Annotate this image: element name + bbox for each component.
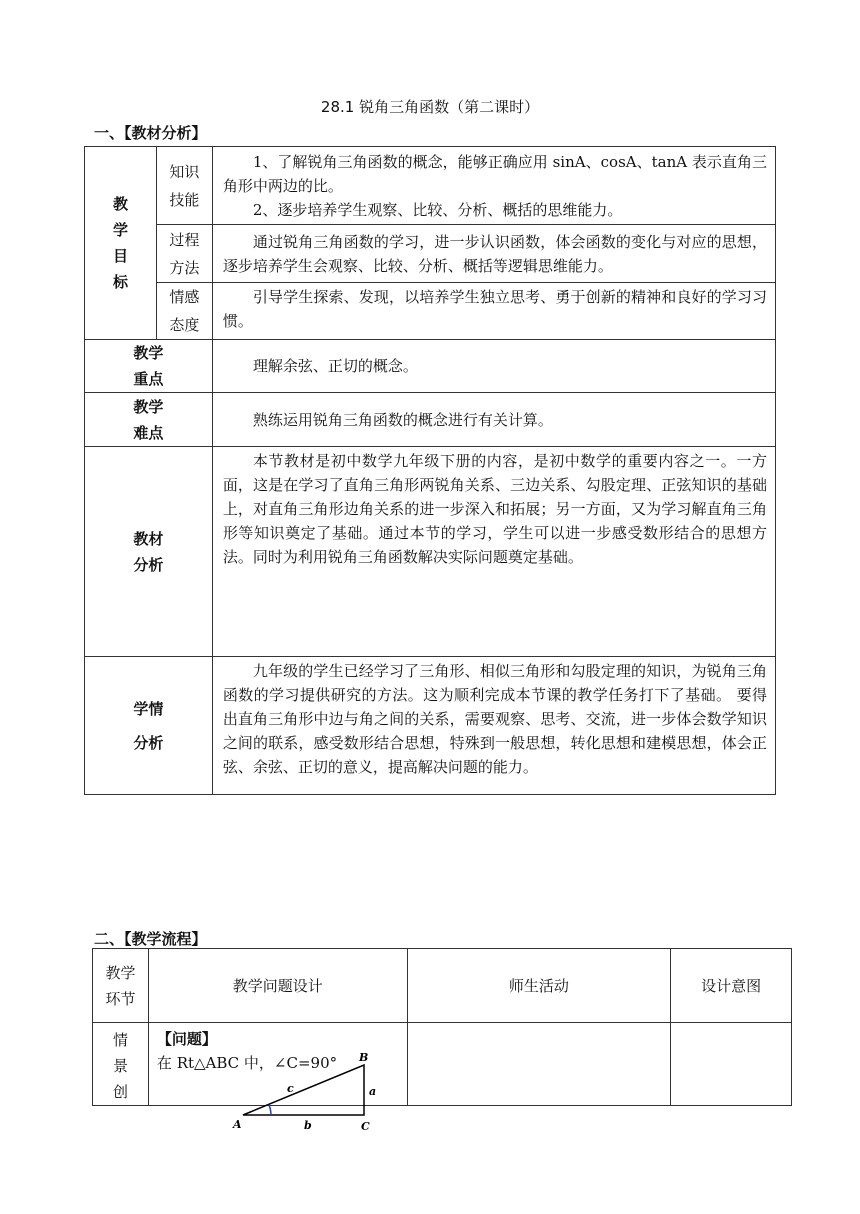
question-text: 在 Rt△ABC 中，∠C=90° (156, 1054, 338, 1072)
stage-char: 创 (112, 1083, 128, 1101)
label-line: 分析 (133, 733, 164, 752)
goal-attitude-label (156, 283, 212, 340)
vertex-b-label: B (359, 1051, 369, 1064)
material-label (85, 447, 213, 657)
goal-process-text: 通过锐角三角函数的学习，进一步认识函数，体会函数的变化与对应的思想，逐步培养学生会观察、比较、分析、概括等逻辑思维能力。 (212, 225, 775, 283)
side-a-label: a (369, 1085, 377, 1098)
goal-process-label (156, 225, 212, 283)
label-line: 情感 (169, 288, 200, 306)
goal-label-char: 目 (112, 247, 128, 265)
goal-knowledge-label (156, 147, 212, 225)
vertex-c-label: C (361, 1120, 370, 1133)
key-point-label (85, 340, 213, 393)
material-text: 本节教材是初中数学九年级下册的内容，是初中数学的重要内容之一。一方面，这是在学习了直角三角形两锐角关系、三边关系、勾股定理、正弦知识的基础上，对直角三角形边角关系的进一步深入和拓展；另一方面，又为学习解直角三角形等知识奠定了基础。通过本节的学习，学生可以进一步感受数形结合的思想方法。同时为利用锐角三角函数解决实际问题奠定基础。 (212, 447, 775, 657)
label-line: 技能 (169, 190, 200, 209)
goal-attitude-text: 引导学生探索、发现，以培养学生独立思考、勇于创新的精神和良好的学习习惯。 (212, 283, 775, 340)
label-line: 过程 (169, 230, 200, 249)
label-line: 学情 (133, 699, 164, 718)
label-line: 重点 (133, 370, 164, 388)
label-line: 教材 (133, 529, 164, 548)
header-intent: 设计意图 (671, 949, 792, 1023)
stage-scene (93, 1023, 149, 1106)
label-line: 难点 (133, 423, 164, 442)
triangle-shape (243, 1065, 364, 1115)
label-line: 环节 (105, 989, 136, 1008)
section-heading-flow: 二、【教学流程】 (94, 930, 207, 948)
goal-label-char: 学 (112, 221, 128, 239)
side-c-label: c (287, 1082, 294, 1095)
label-line: 教学 (133, 344, 164, 362)
intent-cell (671, 1023, 792, 1106)
difficulty-label (85, 393, 213, 447)
goal-label-char: 教 (112, 195, 128, 213)
flow-table (92, 948, 792, 1106)
angle-a-mark (269, 1105, 271, 1115)
header-question-design: 教学问题设计 (148, 949, 407, 1023)
section-heading-analysis: 一、【教材分析】 (94, 124, 207, 142)
side-b-label: b (304, 1119, 312, 1132)
student-label (85, 657, 213, 795)
stage-char: 景 (112, 1057, 128, 1075)
label-line: 教学 (105, 963, 136, 982)
goal-label-char: 标 (112, 273, 128, 291)
label-line: 方法 (169, 258, 200, 277)
paragraph: 2、逐步培养学生观察、比较、分析、概括的思维能力。 (252, 200, 623, 219)
header-activity: 师生活动 (407, 949, 671, 1023)
header-stage (93, 949, 149, 1023)
label-line: 态度 (169, 316, 200, 334)
paragraph: 1、了解锐角三角函数的概念，能够正确应用 sinA、cosA、tanA 表示直角三角形中两边的比。 (222, 152, 767, 195)
activity-cell (407, 1023, 671, 1106)
document-title: 28.1 锐角三角函数（第二课时） (320, 98, 540, 116)
right-triangle-figure (225, 1048, 385, 1138)
vertex-a-label: A (233, 1118, 242, 1131)
difficulty-text: 熟练运用锐角三角函数的概念进行有关计算。 (212, 393, 775, 447)
analysis-table (84, 146, 776, 795)
stage-char: 情 (112, 1031, 128, 1049)
key-point-text: 理解余弦、正切的概念。 (212, 340, 775, 393)
student-text: 九年级的学生已经学习了三角形、相似三角形和勾股定理的知识，为锐角三角函数的学习提供研究的方法。这为顺利完成本节课的教学任务打下了基础。 要得出直角三角形中边与角之间的关系，需要观察、思考、交流，进一步体会数学知识之间的联系，感受数形结合思想，特殊到一般思想，转化思想和建模思想，体会正弦、余弦、正切的意义，提高解决问题的能力。 (212, 657, 775, 795)
label-line: 分析 (133, 555, 164, 574)
goal-label (85, 147, 157, 340)
goal-knowledge-text (212, 147, 775, 225)
question-title: 【问题】 (156, 1030, 217, 1048)
label-line: 知识 (169, 162, 200, 181)
label-line: 教学 (133, 397, 164, 416)
